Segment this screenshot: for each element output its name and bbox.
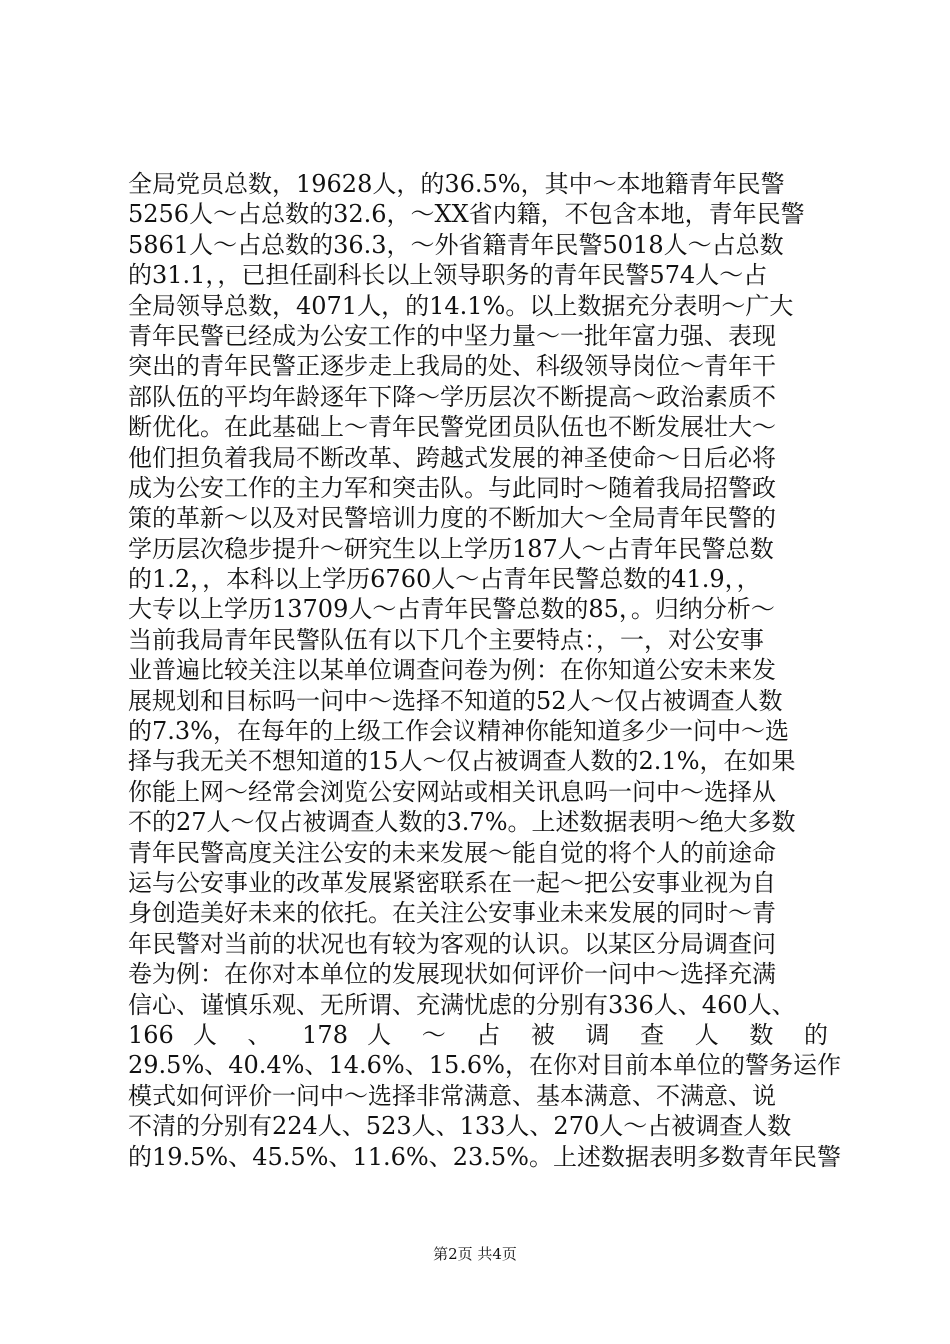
text-line: 你能上网～经常会浏览公安网站或相关讯息吗一问中～选择从: [128, 777, 776, 806]
text-line: 信心、谨慎乐观、无所谓、充满忧虑的分别有336人、460人、: [128, 990, 796, 1019]
text-line: 大专以上学历13709人～占青年民警总数的85，。归纳分析～: [128, 595, 775, 624]
text-line: 他们担负着我局不断改革、跨越式发展的神圣使命～日后必将: [128, 443, 776, 472]
text-line: 29.5%、40.4%、14.6%、15.6%，在你对目前本单位的警务运作: [128, 1051, 841, 1080]
text-line: 的1.2，，本科以上学历6760人～占青年民警总数的41.9，，: [128, 565, 761, 594]
text-line: 模式如何评价一问中～选择非常满意、基本满意、不满意、说: [128, 1081, 776, 1110]
text-line: 年民警对当前的状况也有较为客观的认识。以某区分局调查问: [128, 929, 776, 958]
text-line: 部队伍的平均年龄逐年下降～学历层次不断提高～政治素质不: [128, 382, 776, 411]
text-line: 成为公安工作的主力军和突击队。与此同时～随着我局招警政: [128, 473, 776, 502]
page-number-footer: 第2页 共4页: [433, 1245, 517, 1263]
text-line: 卷为例：在你对本单位的发展现状如何评价一问中～选择充满: [128, 960, 776, 989]
text-line: 当前我局青年民警队伍有以下几个主要特点：，一，对公安事: [128, 625, 764, 654]
text-line: 5861人～占总数的36.3，～外省籍青年民警5018人～占总数: [128, 230, 784, 259]
text-line: 身创造美好未来的依托。在关注公安事业未来发展的同时～青: [128, 899, 776, 928]
text-line: 不的27人～仅占被调查人数的3.7%。上述数据表明～绝大多数: [128, 808, 796, 837]
text-line: 突出的青年民警正逐步走上我局的处、科级领导岗位～青年干: [128, 352, 776, 381]
text-line: 5256人～占总数的32.6，～XX省内籍，不包含本地，青年民警: [128, 200, 805, 229]
body-text: [128, 169, 841, 1172]
text-line: 的19.5%、45.5%、11.6%、23.5%。上述数据表明多数青年民警: [128, 1142, 841, 1171]
text-line: 的7.3%，在每年的上级工作会议精神你能知道多少一问中～选: [128, 717, 789, 746]
text-line: 青年民警高度关注公安的未来发展～能自觉的将个人的前途命: [128, 838, 776, 867]
text-line: 运与公安事业的改革发展紧密联系在一起～把公安事业视为自: [128, 868, 776, 897]
text-line: 全局党员总数，19628人，的36.5%，其中～本地籍青年民警: [128, 170, 785, 198]
text-line: 学历层次稳步提升～研究生以上学历187人～占青年民警总数: [128, 534, 774, 563]
text-line: 策的革新～以及对民警培训力度的不断加大～全局青年民警的: [128, 504, 776, 533]
text-line: 展规划和目标吗一问中～选择不知道的52人～仅占被调查人数: [128, 686, 783, 715]
text-line: 断优化。在此基础上～青年民警党团员队伍也不断发展壮大～: [128, 413, 776, 442]
text-line: 的31.1，，已担任副科长以上领导职务的青年民警574人～占: [128, 261, 768, 290]
text-line: 择与我无关不想知道的15人～仅占被调查人数的2.1%，在如果: [128, 747, 796, 776]
text-line: 青年民警已经成为公安工作的中坚力量～一批年富力强、表现: [128, 321, 776, 350]
text-line: 不清的分别有224人、523人、133人、270人～占被调查人数: [128, 1112, 792, 1141]
text-line: 166 人 、 178 人 ～ 占 被 调 查 人 数 的: [128, 1020, 828, 1049]
text-line: 全局领导总数，4071人，的14.1%。以上数据充分表明～广大: [128, 291, 794, 320]
text-line: 业普遍比较关注以某单位调查问卷为例：在你知道公安未来发: [128, 656, 776, 685]
